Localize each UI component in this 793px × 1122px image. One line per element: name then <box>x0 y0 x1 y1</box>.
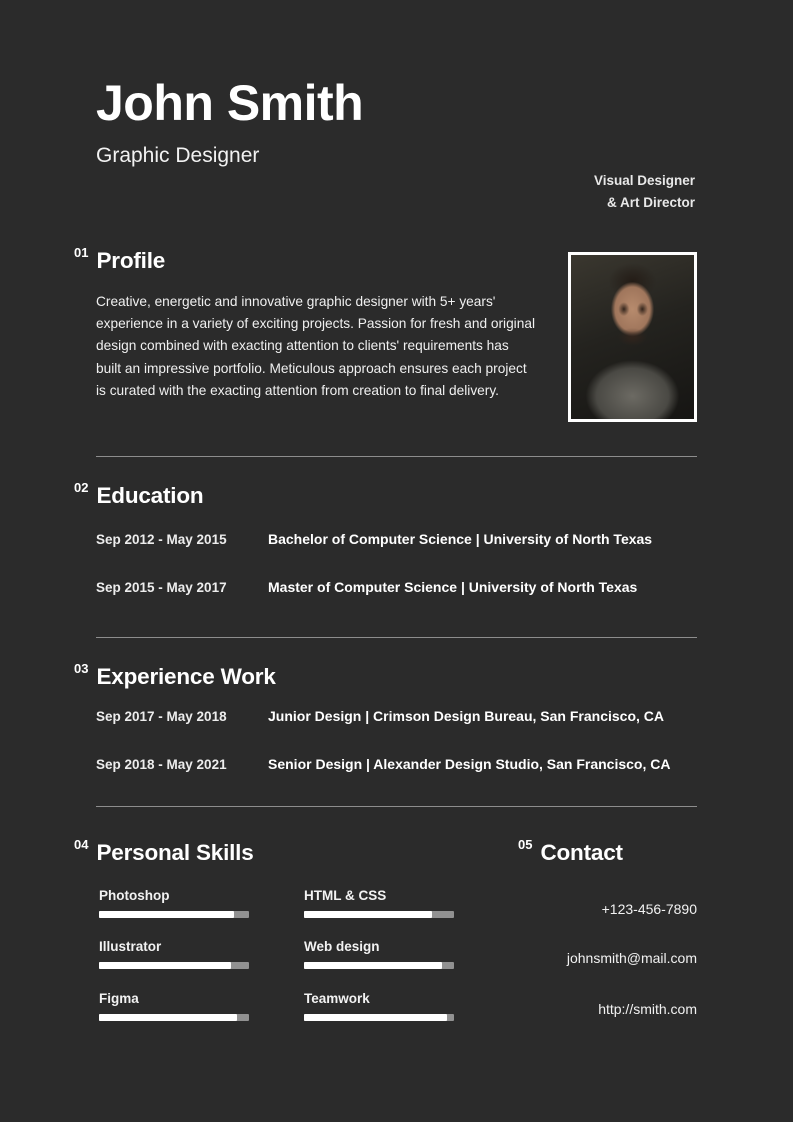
contact-website[interactable]: http://smith.com <box>598 1001 697 1017</box>
section-title: Experience Work <box>96 664 276 689</box>
skill-item <box>304 888 454 918</box>
skill-bar-fill <box>304 962 442 969</box>
education-entry <box>96 531 652 547</box>
entry-date: Sep 2015 - May 2017 <box>96 580 227 595</box>
skill-bar <box>99 1014 249 1021</box>
page-title: John Smith <box>96 75 364 131</box>
skill-bar-fill <box>304 1014 447 1021</box>
skill-label: Figma <box>99 991 139 1006</box>
skill-label: Web design <box>304 939 380 954</box>
skill-item <box>304 939 454 969</box>
divider-1 <box>96 456 697 457</box>
skill-bar <box>99 911 249 918</box>
entry-description: Bachelor of Computer Science | University of North Texas <box>268 531 653 547</box>
entry-description: Senior Design | Alexander Design Studio, San Francisco, CA <box>268 756 671 772</box>
skill-bar-fill <box>99 1014 237 1021</box>
section-number: 05 <box>518 837 533 852</box>
section-title: Personal Skills <box>96 840 254 865</box>
section-heading-education <box>74 480 204 509</box>
section-number: 04 <box>74 837 89 852</box>
section-number: 01 <box>74 245 89 260</box>
skill-bar <box>304 911 454 918</box>
skill-bar-fill <box>99 911 234 918</box>
job-title: Graphic Designer <box>96 144 260 167</box>
experience-entry <box>96 756 671 772</box>
divider-3 <box>96 806 697 807</box>
section-title: Education <box>96 483 204 508</box>
section-title: Profile <box>96 248 166 273</box>
education-entry <box>96 579 637 595</box>
skill-label: Teamwork <box>304 991 370 1006</box>
profile-body: Creative, energetic and innovative graphic designer with 5+ years' experience in a variety of exciting projects. Passion for fresh and original design combined with exacting attention to clients' requirements has built an impressive portfolio. Meticulous approach ensures each project is curated with the exacting attention from creation to final delivery. <box>96 294 535 398</box>
entry-date: Sep 2012 - May 2015 <box>96 532 227 547</box>
tagline-line-2: & Art Director <box>606 194 695 210</box>
avatar <box>568 252 697 422</box>
contact-phone[interactable]: +123-456-7890 <box>601 901 697 917</box>
section-heading-profile <box>74 245 166 274</box>
skill-item <box>99 991 249 1021</box>
section-heading-experience <box>74 661 276 690</box>
entry-date: Sep 2017 - May 2018 <box>96 709 227 724</box>
entry-date: Sep 2018 - May 2021 <box>96 757 227 772</box>
section-number: 02 <box>74 480 89 495</box>
contact-email[interactable]: johnsmith@mail.com <box>566 950 697 966</box>
tagline <box>475 170 695 213</box>
skill-label: Photoshop <box>99 888 170 903</box>
skill-item <box>304 991 454 1021</box>
skill-item <box>99 888 249 918</box>
skill-bar <box>99 962 249 969</box>
skill-bar <box>304 962 454 969</box>
resume-header <box>96 75 696 168</box>
section-number: 03 <box>74 661 89 676</box>
section-heading-skills <box>74 837 254 866</box>
skill-bar-fill <box>99 962 231 969</box>
portrait-photo <box>571 255 694 419</box>
entry-description: Junior Design | Crimson Design Bureau, San Francisco, CA <box>268 708 664 724</box>
section-title: Contact <box>540 840 623 865</box>
experience-entry <box>96 708 664 724</box>
skill-label: Illustrator <box>99 939 162 954</box>
tagline-line-1: Visual Designer <box>593 173 695 188</box>
divider-2 <box>96 637 697 638</box>
section-heading-contact <box>518 837 623 866</box>
skill-bar <box>304 1014 454 1021</box>
skill-bar-fill <box>304 911 432 918</box>
skill-label: HTML & CSS <box>304 888 387 903</box>
entry-description: Master of Computer Science | University of North Texas <box>268 579 638 595</box>
skill-item <box>99 939 249 969</box>
